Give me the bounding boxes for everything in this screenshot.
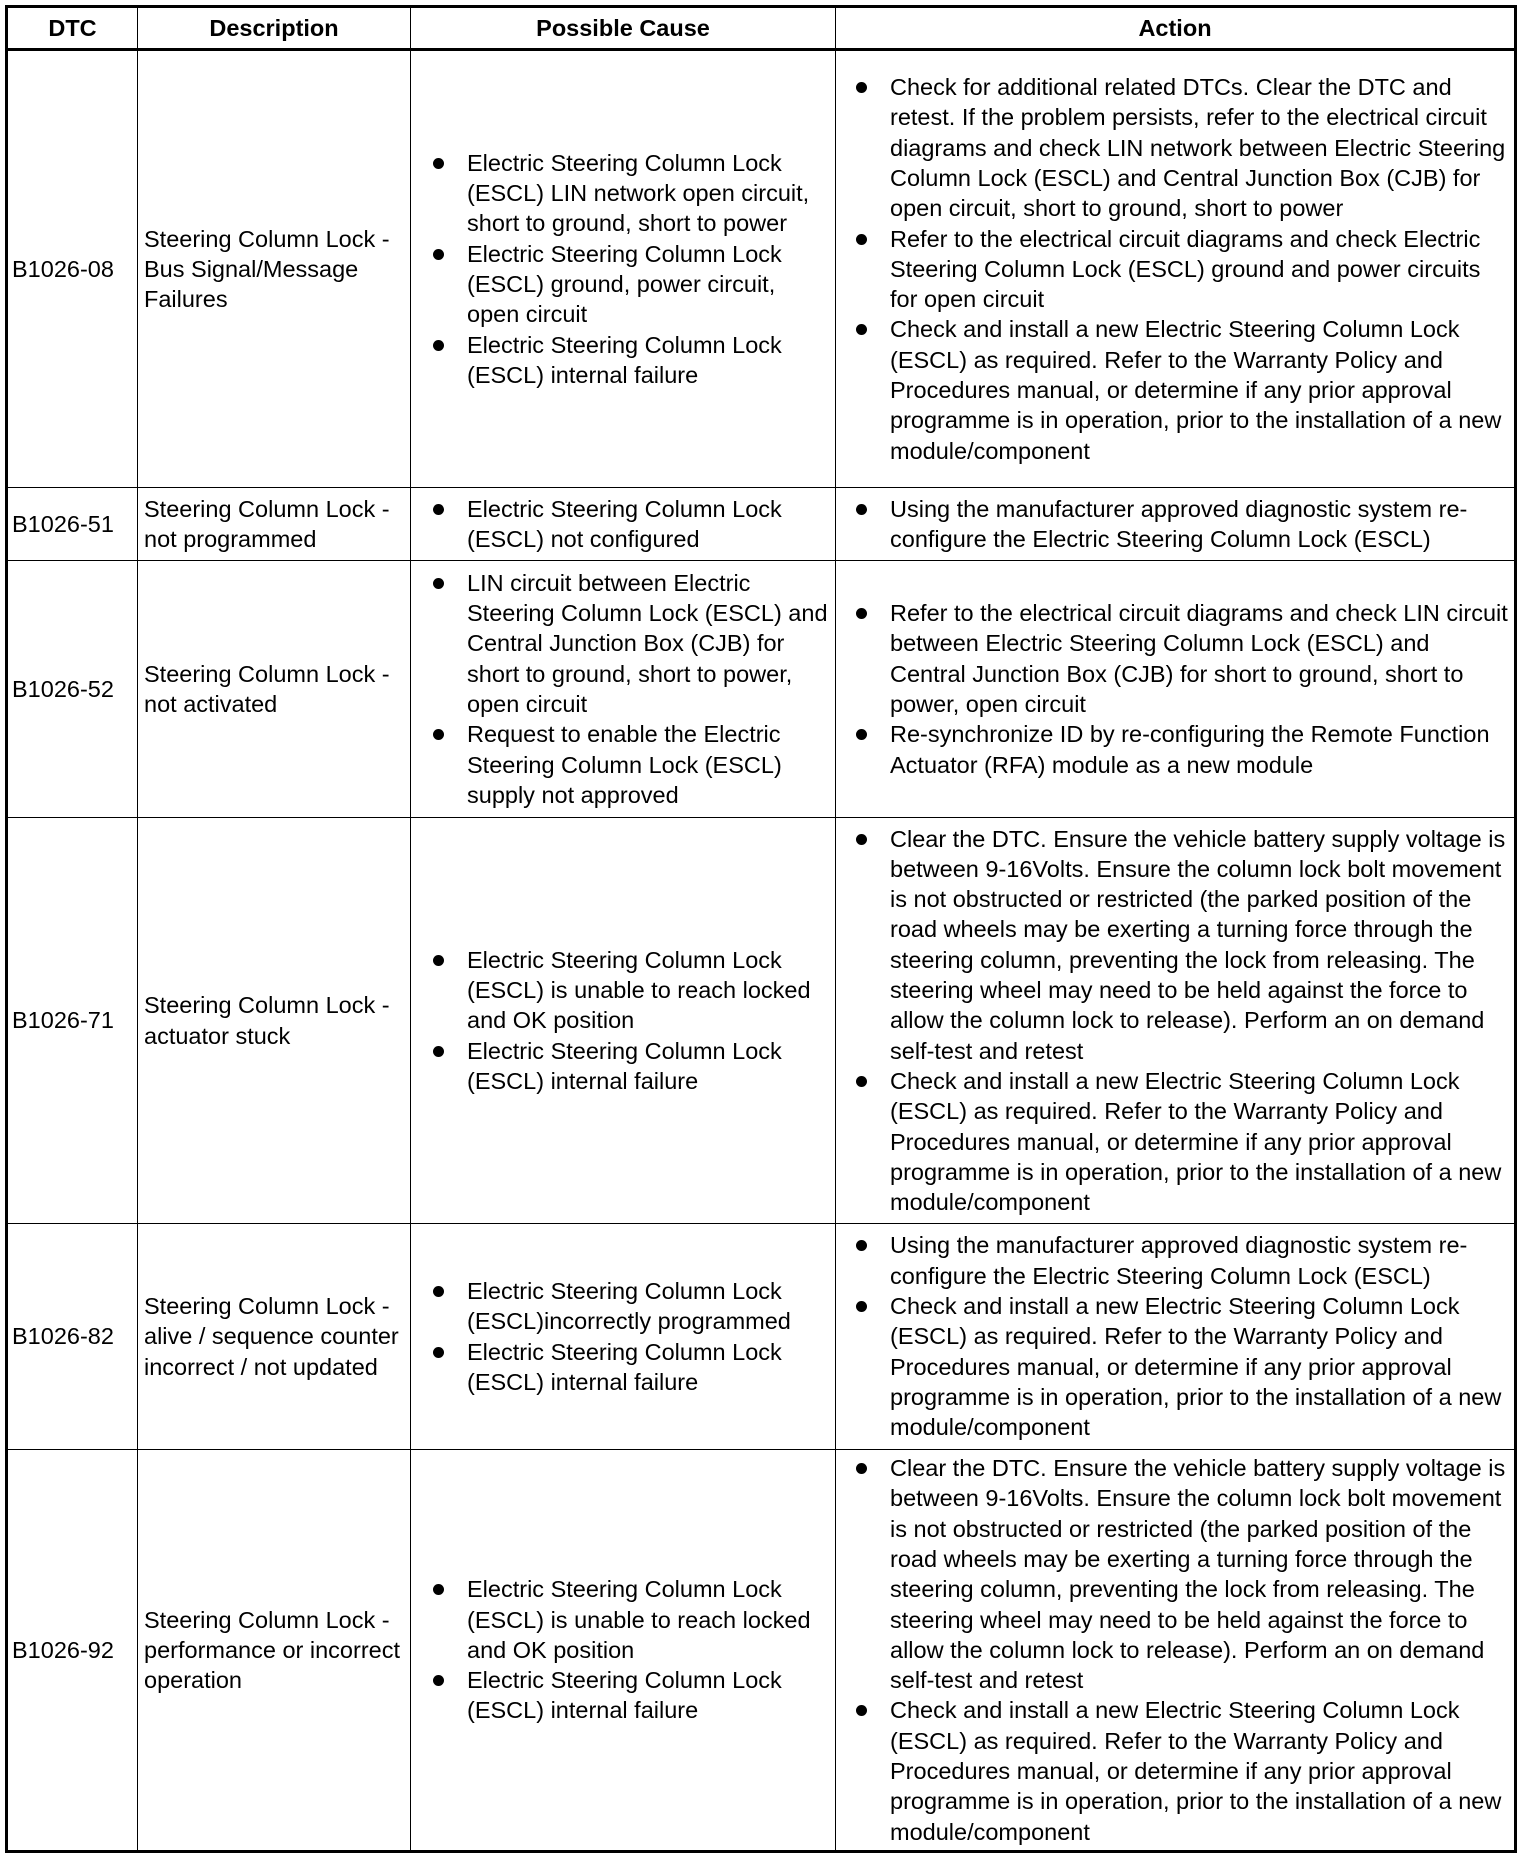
dtc-code: B1026-51 — [7, 488, 138, 561]
possible-cause-cell — [411, 561, 836, 818]
possible-cause-item: Request to enable the Electric Steering Column Lock (ESCL) supply not approved — [467, 719, 829, 810]
action-cell — [836, 818, 1516, 1224]
action-list — [842, 824, 1510, 1218]
possible-cause-cell — [411, 1450, 836, 1852]
action-item: Check and install a new Electric Steering Column Lock (ESCL) as required. Refer to the Warranty Policy and Procedures manual, or determine if any prior approval programme is in operation, prior to the installation of a new module/component — [890, 1291, 1510, 1442]
table-row — [7, 1224, 1516, 1450]
action-cell — [836, 1450, 1516, 1852]
possible-cause-item: Electric Steering Column Lock (ESCL) ground, power circuit, open circuit — [467, 239, 829, 330]
possible-cause-item: LIN circuit between Electric Steering Column Lock (ESCL) and Central Junction Box (CJB) for short to ground, short to power, open circuit — [467, 568, 829, 719]
action-cell — [836, 1224, 1516, 1450]
dtc-code: B1026-82 — [7, 1224, 138, 1450]
possible-cause-list — [417, 1574, 829, 1725]
action-list — [842, 494, 1510, 555]
header-action: Action — [836, 7, 1516, 50]
table-row — [7, 50, 1516, 488]
action-item: Refer to the electrical circuit diagrams and check Electric Steering Column Lock (ESCL) ground and power circuits for open circuit — [890, 224, 1510, 315]
action-item: Clear the DTC. Ensure the vehicle battery supply voltage is between 9-16Volts. Ensure the column lock bolt movement is not obstructed or restricted (the parked position of the road wheels may be exerting a turning force through the steering column, preventing the lock from releasing. The steering wheel may need to be held against the force to allow the column lock to release). Perform an on demand self-test and retest — [890, 824, 1510, 1066]
possible-cause-list — [417, 494, 829, 555]
action-item: Using the manufacturer approved diagnostic system re-configure the Electric Steering Column Lock (ESCL) — [890, 1230, 1510, 1291]
action-item: Refer to the electrical circuit diagrams and check LIN circuit between Electric Steering Column Lock (ESCL) and Central Junction Box (CJB) for short to ground, short to power, open circuit — [890, 598, 1510, 719]
possible-cause-item: Electric Steering Column Lock (ESCL) is unable to reach locked and OK position — [467, 1574, 829, 1665]
header-dtc: DTC — [7, 7, 138, 50]
action-list — [842, 1453, 1510, 1847]
action-list — [842, 72, 1510, 466]
possible-cause-item: Electric Steering Column Lock (ESCL) internal failure — [467, 330, 829, 391]
dtc-table — [5, 5, 1517, 1853]
table-header-row — [7, 7, 1516, 50]
header-possible-cause: Possible Cause — [411, 7, 836, 50]
header-description: Description — [138, 7, 411, 50]
table-row — [7, 561, 1516, 818]
dtc-description: Steering Column Lock - actuator stuck — [138, 818, 411, 1224]
possible-cause-item: Electric Steering Column Lock (ESCL) internal failure — [467, 1036, 829, 1097]
action-item: Clear the DTC. Ensure the vehicle battery supply voltage is between 9-16Volts. Ensure the column lock bolt movement is not obstructed or restricted (the parked position of the road wheels may be exerting a turning force through the steering column, preventing the lock from releasing. The steering wheel may need to be held against the force to allow the column lock to release). Perform an on demand self-test and retest — [890, 1453, 1510, 1695]
action-list — [842, 1230, 1510, 1442]
possible-cause-list — [417, 148, 829, 390]
possible-cause-list — [417, 568, 829, 810]
dtc-code: B1026-52 — [7, 561, 138, 818]
possible-cause-list — [417, 945, 829, 1096]
possible-cause-item: Electric Steering Column Lock (ESCL) LIN network open circuit, short to ground, short to power — [467, 148, 829, 239]
action-list — [842, 598, 1510, 780]
action-cell — [836, 561, 1516, 818]
possible-cause-item: Electric Steering Column Lock (ESCL) not configured — [467, 494, 829, 555]
dtc-code: B1026-08 — [7, 50, 138, 488]
possible-cause-item: Electric Steering Column Lock (ESCL) is unable to reach locked and OK position — [467, 945, 829, 1036]
dtc-description: Steering Column Lock - alive / sequence counter incorrect / not updated — [138, 1224, 411, 1450]
table-row — [7, 488, 1516, 561]
action-cell — [836, 488, 1516, 561]
table-row — [7, 818, 1516, 1224]
action-item: Check and install a new Electric Steering Column Lock (ESCL) as required. Refer to the Warranty Policy and Procedures manual, or determine if any prior approval programme is in operation, prior to the installation of a new module/component — [890, 1066, 1510, 1217]
dtc-description: Steering Column Lock - not programmed — [138, 488, 411, 561]
dtc-code: B1026-92 — [7, 1450, 138, 1852]
possible-cause-item: Electric Steering Column Lock (ESCL) internal failure — [467, 1337, 829, 1398]
action-item: Re-synchronize ID by re-configuring the Remote Function Actuator (RFA) module as a new module — [890, 719, 1510, 780]
possible-cause-cell — [411, 488, 836, 561]
action-item: Using the manufacturer approved diagnostic system re-configure the Electric Steering Column Lock (ESCL) — [890, 494, 1510, 555]
possible-cause-cell — [411, 818, 836, 1224]
possible-cause-item: Electric Steering Column Lock (ESCL)incorrectly programmed — [467, 1276, 829, 1337]
action-cell — [836, 50, 1516, 488]
dtc-description: Steering Column Lock - not activated — [138, 561, 411, 818]
action-item: Check and install a new Electric Steering Column Lock (ESCL) as required. Refer to the Warranty Policy and Procedures manual, or determine if any prior approval programme is in operation, prior to the installation of a new module/component — [890, 1695, 1510, 1846]
dtc-description: Steering Column Lock - performance or incorrect operation — [138, 1450, 411, 1852]
dtc-description: Steering Column Lock - Bus Signal/Message Failures — [138, 50, 411, 488]
possible-cause-cell — [411, 50, 836, 488]
action-item: Check for additional related DTCs. Clear the DTC and retest. If the problem persists, refer to the electrical circuit diagrams and check LIN network between Electric Steering Column Lock (ESCL) and Central Junction Box (CJB) for open circuit, short to ground, short to power — [890, 72, 1510, 223]
dtc-code: B1026-71 — [7, 818, 138, 1224]
possible-cause-item: Electric Steering Column Lock (ESCL) internal failure — [467, 1665, 829, 1726]
possible-cause-list — [417, 1276, 829, 1397]
action-item: Check and install a new Electric Steering Column Lock (ESCL) as required. Refer to the Warranty Policy and Procedures manual, or determine if any prior approval programme is in operation, prior to the installation of a new module/component — [890, 314, 1510, 465]
possible-cause-cell — [411, 1224, 836, 1450]
table-row — [7, 1450, 1516, 1852]
